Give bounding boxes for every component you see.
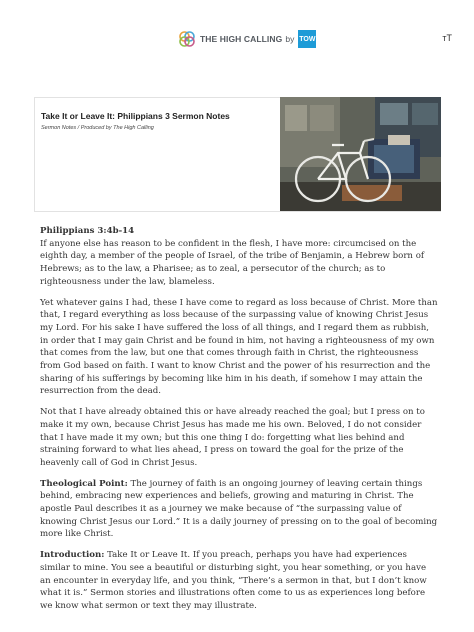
theological-point-label: Theological Point: [40, 478, 128, 489]
bicycle-photo [280, 97, 441, 211]
introduction-text: Take It or Leave It. If you preach, perhaps you have had experiences similar to mine. You see a beautiful or disturbing sight, you hear something, or you have an encounter in everyday life, and you think, “There’s a sermon in that, but I don’t know what it is.” Sermon stories and illustrations often come to us as experiences long before we know what sermon or text they may illustrate. [40, 550, 427, 611]
logo-by: by [285, 34, 295, 44]
article-meta: Sermon Notes / Produced by The High Calling [41, 125, 154, 131]
theological-point-paragraph [40, 478, 438, 542]
article-title: Take It or Leave It: Philippians 3 Sermon Notes [41, 111, 230, 121]
logo-mark-icon [178, 30, 196, 48]
introduction-label: Introduction: [40, 550, 105, 561]
article-body [40, 225, 438, 621]
article-card [34, 97, 441, 212]
scripture-reference: Philippians 3:4b-14 [40, 226, 135, 236]
site-logo[interactable] [178, 30, 316, 48]
theological-point-text: The journey of faith is an ongoing journey of leaving certain things behind, embracing new experiences and beliefs, growing and maturing in Christ. The apostle Paul describes it as a journey we make because of “the surpassing value of knowing Christ Jesus our Lord.” It is a daily journey of pressing on to the goal of becoming more like Christ. [40, 478, 438, 540]
introduction-paragraph [40, 549, 438, 613]
body-paragraph: Not that I have already obtained this or have already reached the goal; but I press on to make it my own, because Christ Jesus has made me his own. Beloved, I do not consider that I have made it my own; but this one thing I do: forgetting what lies behind and straining forward to what lies ahead, I press on toward the goal for the prize of the heavenly call of God in Christ Jesus. [40, 407, 425, 468]
body-paragraph: If anyone else has reason to be confident in the flesh, I have more: circumcised on the eighth day, a member of the people of Israel, of the tribe of Benjamin, a Hebrew born of Hebrews; as to the law, a Pharisee; as to zeal, a persecutor of the church; as to righteousness under the law, blameless. [40, 238, 425, 287]
body-paragraph: Yet whatever gains I had, these I have come to regard as loss because of Christ. More than that, I regard everything as loss because of the surpassing value of knowing Christ Jesus my Lord. For his sake I have suffered the loss of all things, and I regard them as rubbish, in order that I may gain Christ and be found in him, not having a righteousness of my own that comes from the law, but one that comes through faith in Christ, the righteousness from God based on faith. I want to know Christ and the power of his resurrection and the sharing of his sufferings by becoming like him in his death, if somehow I may attain the resurrection from the dead. [40, 297, 438, 397]
tow-badge: TOW [298, 30, 316, 48]
text-size-button[interactable]: ᴛT [442, 33, 452, 43]
logo-text: THE HIGH CALLING [200, 34, 283, 44]
site-header [0, 0, 474, 80]
